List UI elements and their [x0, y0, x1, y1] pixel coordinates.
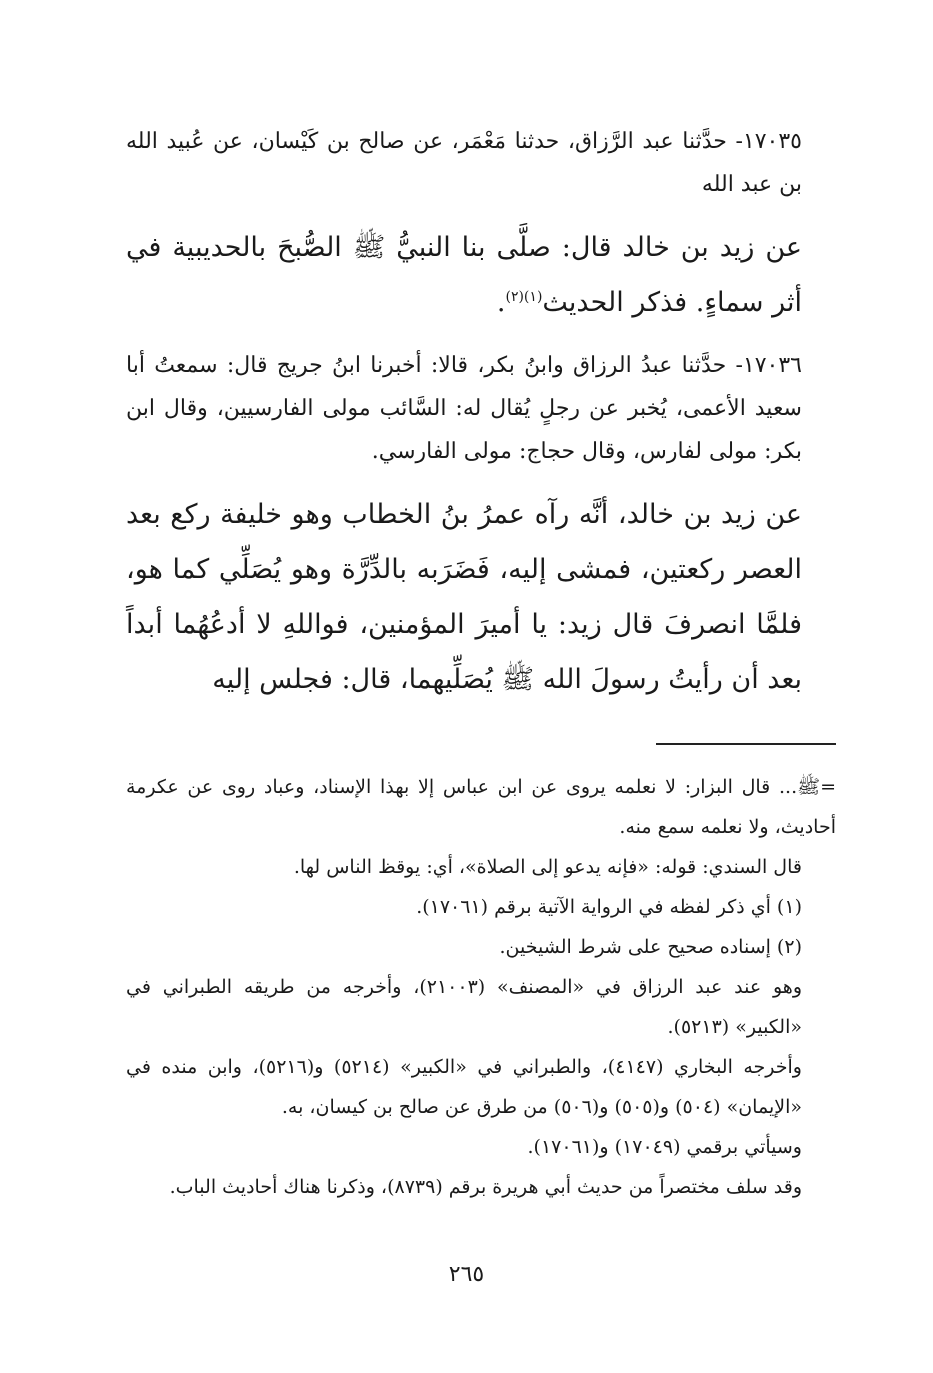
- footnote-bukhari: وأخرجه البخاري (٤١٤٧)، والطبراني في «الكبير» (٥٢١٤) و(٥٢١٦)، وابن منده في «الإيمان» (٥٠٤) و(٥٠٥) و(٥٠٦) من طرق عن صالح بن كيسان، به.: [126, 1056, 802, 1118]
- footnote-sindi: قال السندي: قوله: «فإنه يدعو إلى الصلاة»، أي: يوقظ الناس لها.: [293, 856, 802, 878]
- hadith-17036-chain: ١٧٠٣٦- حدَّثنا عبدُ الرزاق وابنُ بكر، قالا: أخبرنا ابنُ جريج قال: سمعتُ أبا سعيد الأعمى، يُخبر عن رجلٍ يُقال له: السَّائب مولى الفارسيين، وقال ابن بكر: مولى لفارس، وقال حجاج: مولى الفارسي.: [126, 353, 802, 464]
- footnote-salaf: وقد سلف مختصراً من حديث أبي هريرة برقم (٨٧٣٩)، وذكرنا هناك أحاديث الباب.: [169, 1176, 802, 1198]
- hadith-17036-text: عن زيد بن خالد، أنَّه رآه عمرُ بنُ الخطاب وهو خليفة ركع بعد العصر ركعتين، فمشى إليه، فَضَرَبه بالدِّرَّة وهو يُصَلِّي كما هو، فلمَّا انصرفَ قال زيد: يا أميرَ المؤمنين، فواللهِ لا أدعُهُما أبداً بعد أن رأيتُ رسولَ الله ﷺ يُصَلِّيهما، قال: فجلس إليه: [126, 499, 802, 695]
- footnote-continuation: =ﷺ... قال البزار: لا نعلمه يروى عن ابن عباس إلا بهذا الإسناد، وعباد روى عن عكرمة أحاديث، ولا نعلمه سمع منه.: [126, 776, 836, 838]
- footnote-sayati: وسيأتي برقمي (١٧٠٤٩) و(١٧٠٦١).: [527, 1136, 802, 1158]
- footnote-1: (١) أي ذكر لفظه في الرواية الآتية برقم (١٧٠٦١).: [416, 896, 802, 918]
- footnote-abdulrazzaq: وهو عند عبد الرزاق في «المصنف» (٢١٠٠٣)، وأخرجه من طريقه الطبراني في «الكبير» (٥٢١٣).: [126, 976, 803, 1038]
- book-page: [126, 120, 836, 1207]
- hadith-17035-chain: ١٧٠٣٥- حدَّثنا عبد الرَّزاق، حدثنا مَعْمَر، عن صالح بن كَيْسان، عن عُبيد الله بن عبد الله: [126, 129, 802, 197]
- hadith-17035-text: [126, 220, 836, 330]
- footnotes: [126, 767, 836, 1207]
- footnote-2: (٢) إسناده صحيح على شرط الشيخين.: [499, 936, 802, 958]
- hadith-17035-body: عن زيد بن خالد قال: صلَّى بنا النبيُّ ﷺ الصُّبحَ بالحديبية في أثر سماءٍ. فذكر الحديث: [126, 232, 802, 318]
- footnote-divider: [656, 743, 836, 745]
- page-number: ٢٦٥: [448, 1262, 485, 1287]
- hadith-17035-end: .: [496, 287, 506, 318]
- footnote-refs: (١)(٢): [505, 289, 543, 305]
